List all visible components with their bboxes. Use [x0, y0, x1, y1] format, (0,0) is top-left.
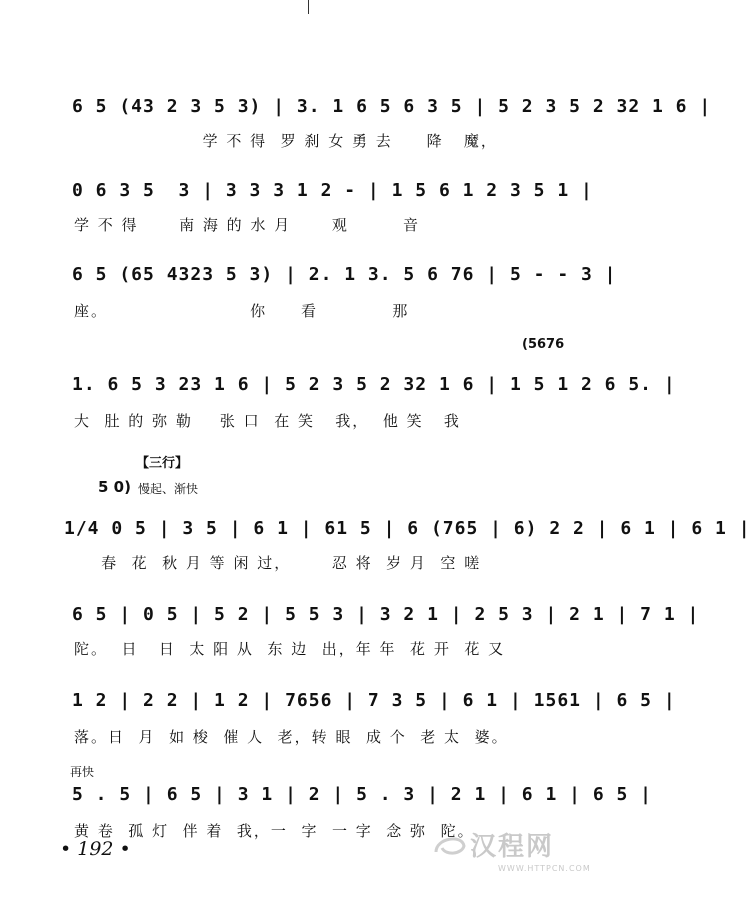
lyrics-line: 春 花 秋 月 等 闲 过， 忍 将 岁 月 空 嗟 — [74, 554, 482, 572]
lyrics-line: 落。日 月 如 梭 催 人 老，转 眼 成 个 老 太 婆。 — [74, 728, 509, 746]
section-label: 【三行】 — [136, 456, 189, 471]
tempo-marking: 再快 — [70, 765, 95, 779]
jianpu-notes: 1 2 | 2 2 | 1 2 | 7656 | 7 3 5 | 6 1 | 1561 | 6 5 | — [72, 690, 676, 711]
jianpu-notes: 6 5 | 0 5 | 5 2 | 5 5 3 | 3 2 1 | 2 5 3 | 2 1 | 7 1 | — [72, 604, 700, 625]
lyrics-line: 座。 你 看 那 — [74, 302, 410, 320]
lyrics-line: 学 不 得 罗 刹 女 勇 去 降 魔， — [74, 132, 498, 150]
watermark-text: 汉程网 — [470, 832, 555, 862]
jianpu-notes: 5 . 5 | 6 5 | 3 1 | 2 | 5 . 3 | 2 1 | 6 1 | 6 5 | — [72, 784, 653, 805]
jianpu-notes: 6 5 (65 4323 5 3) | 2. 1 3. 5 6 76 | 5 - - 3 | — [72, 264, 617, 285]
jianpu-notes: 1/4 0 5 | 3 5 | 6 1 | 61 5 | 6 (765 | 6) 2 2 | 6 1 | 6 1 | — [64, 518, 751, 539]
lyrics-line: 学 不 得 南 海 的 水 月 观 音 — [74, 216, 420, 234]
tempo-marking: 慢起、渐快 — [138, 482, 199, 496]
lyrics-line: 大 肚 的 弥 勒 张 口 在 笑 我， 他 笑 我 — [74, 412, 461, 430]
lyrics-line: 黄 卷 孤 灯 伴 着 我，一 字 一 字 念 弥 陀。 — [74, 822, 475, 840]
watermark-url: WWW.HTTPCN.COM — [498, 864, 591, 873]
page-number: • 192 • — [60, 838, 131, 860]
jianpu-notes: 0 6 3 5 3 | 3 3 3 1 2 - | 1 5 6 1 2 3 5 1 | — [72, 180, 593, 201]
bracket-note-5676: (5676 — [522, 337, 565, 352]
jianpu-notes: 6 5 (43 2 3 5 3) | 3. 1 6 5 6 3 5 | 5 2 3 5 2 32 1 6 | — [72, 96, 712, 117]
lyrics-line: 陀。 日 日 太 阳 从 东 边 出，年 年 花 开 花 又 — [74, 640, 506, 658]
watermark-logo-icon — [432, 830, 468, 860]
top-tick-mark — [308, 0, 309, 14]
jianpu-notes: 1. 6 5 3 23 1 6 | 5 2 3 5 2 32 1 6 | 1 5 1 2 6 5. | — [72, 374, 676, 395]
pickup-notes: 5 0) — [98, 478, 131, 496]
